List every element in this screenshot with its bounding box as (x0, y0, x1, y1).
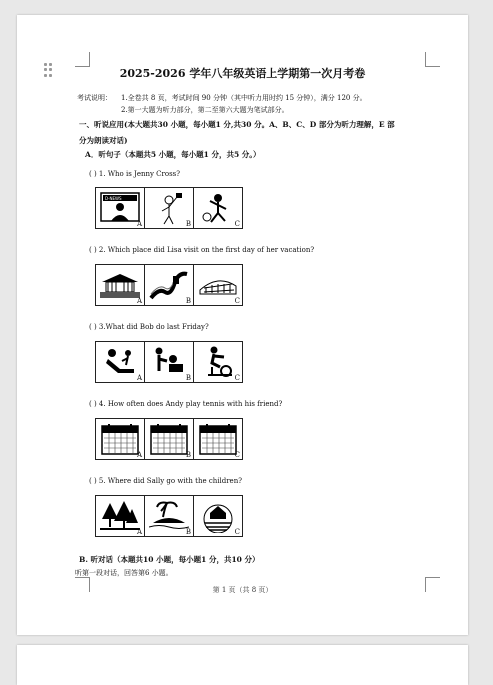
option-label: A (136, 451, 142, 459)
option-a[interactable] (96, 265, 145, 305)
palace-icon (100, 268, 140, 302)
question-2: ( ) 2. Which place did Lisa visit on the first day of her vacation? (89, 246, 315, 254)
section-heading-line-1: 一、听说应用(本大题共30 小题，每小题1 分,共30 分。A、B、C、D 部分为听力理解，E 部 (79, 120, 395, 129)
instructions-line-2: 2.第一大题为听力部分，第二至第六大题为笔试部分。 (121, 106, 289, 114)
forest-icon (100, 499, 140, 533)
great-wall-icon (149, 268, 189, 302)
option-b[interactable] (145, 188, 194, 228)
island-icon (149, 499, 189, 533)
option-c[interactable] (194, 265, 242, 305)
farm-icon (198, 499, 238, 533)
option-label: C (234, 451, 240, 459)
calendar-icon (198, 422, 238, 456)
building-icon (198, 268, 238, 302)
option-b[interactable] (145, 265, 194, 305)
option-c[interactable] (194, 342, 242, 382)
part-a-heading: A．听句子（本题共5 小题，每小题1 分，共5 分。） (85, 150, 261, 159)
option-label: A (136, 297, 142, 305)
option-label: B (185, 220, 191, 228)
option-label: A (136, 374, 142, 382)
option-label: C (234, 220, 240, 228)
section-heading-line-2: 分为朗读对话) (79, 136, 128, 145)
option-label: B (185, 451, 191, 459)
page-title: 2025-2026 学年八年级英语上学期第一次月考卷 (119, 67, 366, 80)
option-c[interactable] (194, 419, 242, 459)
option-label: B (185, 297, 191, 305)
document-page (17, 15, 468, 635)
next-page (17, 645, 468, 685)
question-5-options (95, 495, 243, 537)
option-label: B (185, 528, 191, 536)
dentist-icon (100, 345, 140, 379)
question-1: ( ) 1. Who is Jenny Cross? (89, 170, 181, 178)
news-anchor-icon (100, 191, 140, 225)
question-3-options (95, 341, 243, 383)
option-c[interactable] (194, 188, 242, 228)
sports-fan-icon (149, 191, 189, 225)
svg-text:D-NEWS: D-NEWS (105, 196, 122, 201)
option-a[interactable] (96, 342, 145, 382)
option-label: C (234, 297, 240, 305)
barber-icon (149, 345, 189, 379)
question-4-options (95, 418, 243, 460)
option-a[interactable] (96, 188, 145, 228)
question-1-options (95, 187, 243, 229)
part-b-heading: B. 听对话（本题共10 小题，每小题1 分，共10 分） (79, 555, 260, 564)
option-b[interactable] (145, 419, 194, 459)
page-footer: 第 1 页（共 8 页） (212, 586, 273, 594)
question-4: ( ) 4. How often does Andy play tennis with his friend? (89, 400, 283, 408)
part-b-subheading: 听第一段对话，回答第6 小题。 (75, 569, 173, 577)
exercise-bike-icon (198, 345, 238, 379)
option-a[interactable] (96, 419, 145, 459)
option-a[interactable] (96, 496, 145, 536)
instructions-label: 考试说明： (77, 94, 112, 102)
option-b[interactable] (145, 496, 194, 536)
option-label: C (234, 528, 240, 536)
option-c[interactable] (194, 496, 242, 536)
option-label: A (136, 220, 142, 228)
instructions-line-1: 1.全卷共 8 页，考试时间 90 分钟（其中听力用时约 15 分钟），满分 120 分。 (121, 94, 367, 102)
question-2-options (95, 264, 243, 306)
calendar-icon (100, 422, 140, 456)
question-5: ( ) 5. Where did Sally go with the children? (89, 477, 242, 485)
option-label: B (185, 374, 191, 382)
option-b[interactable] (145, 342, 194, 382)
option-label: C (234, 374, 240, 382)
calendar-icon (149, 422, 189, 456)
option-label: A (136, 528, 142, 536)
soccer-player-icon (198, 191, 238, 225)
question-3: ( ) 3.What did Bob do last Friday? (89, 323, 209, 331)
